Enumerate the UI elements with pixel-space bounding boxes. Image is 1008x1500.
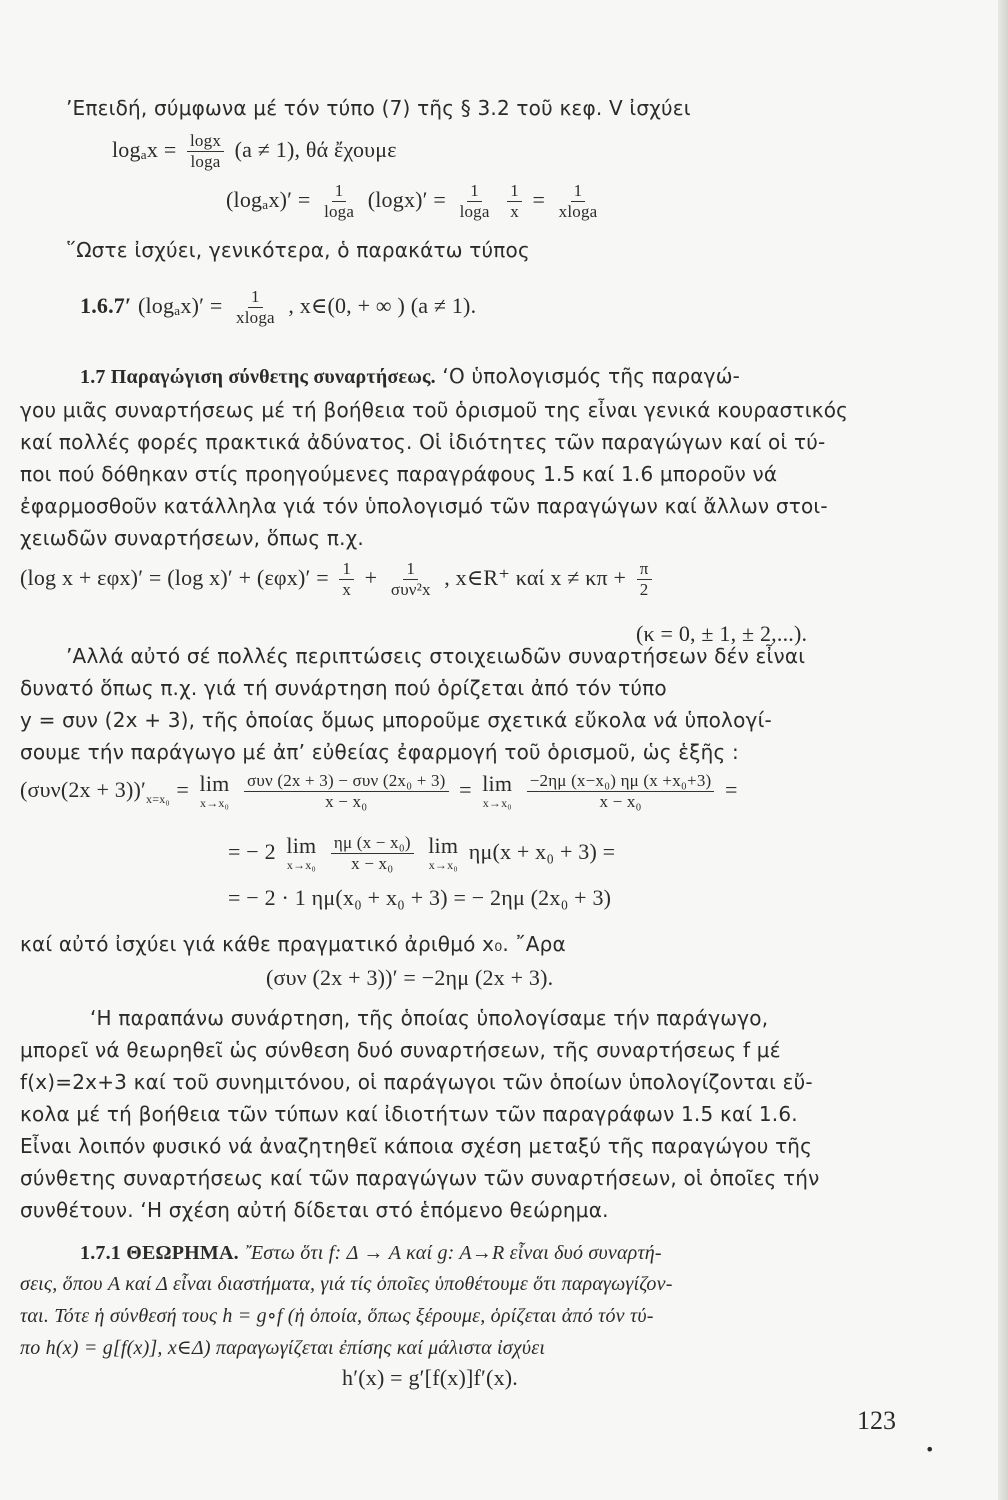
f5-lim2-word: lim bbox=[482, 771, 513, 796]
f1-num: logx bbox=[187, 132, 224, 152]
theorem-line-1 bbox=[80, 1240, 662, 1265]
p2-line-2: δυνατό ὅπως π.χ. γιά τή συνάρτηση πού ὁρίζεται ἀπό τόν τύπο bbox=[20, 676, 667, 700]
f2-d3: x bbox=[510, 202, 519, 221]
hence-line: ῞Ωστε ἰσχύει, γενικότερα, ὁ παρακάτω τύπος bbox=[66, 238, 530, 262]
formula-log-tan bbox=[20, 560, 656, 599]
f2-frac4 bbox=[556, 182, 601, 221]
f3-num: 1 bbox=[248, 288, 263, 308]
f4-plus: + bbox=[364, 565, 378, 590]
f2-n1: 1 bbox=[332, 182, 347, 202]
f4-rest: , x∈R⁺ καί x ≠ κπ + bbox=[444, 565, 627, 590]
f6-rest: ημ(x + x₀ + 3) = bbox=[468, 839, 616, 864]
f2-n4: 1 bbox=[571, 182, 586, 202]
section-title: 1.7 Παραγώγιση σύνθετης συναρτήσεως. bbox=[80, 366, 436, 388]
f1-lhs: logₐx = bbox=[112, 137, 177, 162]
page-edge bbox=[998, 0, 1008, 1500]
p1-line-1: γου μιᾶς συναρτήσεως μέ τή βοήθεια τοῦ ὁρισμοῦ της εἶναι γενικά κουραστικός bbox=[20, 398, 849, 422]
f5-lim bbox=[200, 772, 230, 810]
f1-den: loga bbox=[190, 152, 221, 171]
f5-d1: x − x₀ bbox=[325, 792, 368, 811]
formula-1-6-7 bbox=[80, 288, 476, 327]
formula-cos-derivative-2 bbox=[228, 834, 615, 873]
f5-lim-word: lim bbox=[199, 771, 230, 796]
formula-log-change-base bbox=[112, 132, 397, 171]
f3-rest: , x∈(0, + ∞ ) (a ≠ 1). bbox=[288, 293, 477, 318]
f2-d4: xloga bbox=[558, 202, 598, 221]
f2-d1: loga bbox=[324, 202, 355, 221]
f4-n3: π bbox=[637, 560, 652, 580]
f4-d3: 2 bbox=[639, 580, 649, 599]
f6-n: ημ (x − x₀) bbox=[331, 834, 414, 854]
theorem-formula: h′(x) = g′[f(x)]f′(x). bbox=[342, 1365, 519, 1390]
f5-sub: x=x₀ bbox=[146, 792, 170, 806]
theorem-line-4: πο h(x) = g[f(x)], x∈Δ) παραγωγίζεται ἐπίσης καί μάλιστα ἰσχύει bbox=[20, 1337, 546, 1359]
formula-log-derivative bbox=[226, 182, 604, 221]
section-1-7-heading bbox=[80, 364, 740, 389]
f4-frac3 bbox=[637, 560, 652, 599]
f6-d: x − x₀ bbox=[351, 854, 394, 873]
f1-rest: (a ≠ 1), θά ἔχουμε bbox=[234, 137, 397, 162]
f4-frac2 bbox=[388, 560, 434, 599]
f4-n1: 1 bbox=[339, 560, 354, 580]
f5-eq2: = bbox=[459, 777, 472, 802]
f6-lim-sub: x→x₀ bbox=[286, 858, 316, 872]
f6-lim2 bbox=[428, 834, 458, 872]
f6-frac bbox=[331, 834, 414, 873]
f2-mid: (logx)′ = bbox=[367, 187, 446, 212]
f5-lim2 bbox=[482, 772, 512, 810]
f2-d2: loga bbox=[459, 202, 490, 221]
p1-line-3: ποι πού δόθηκαν στίς προηγούμενες παραγράφους 1.5 καί 1.6 μποροῦν νά bbox=[20, 462, 778, 486]
section-first-line: ‘Ο ὑπολογισμός τῆς παραγώ- bbox=[435, 364, 741, 388]
p1-line-4: ἐφαρμοσθοῦν κατάλληλα γιά τόν ὑπολογισμό τῶν παραγώγων καί ἄλλων στοι- bbox=[20, 494, 828, 518]
p3-line-3: f(x)=2x+3 καί τοῦ συνημιτόνου, οἱ παράγωγοι τῶν ὁποίων ὑπολογίζονται εὔ- bbox=[20, 1070, 813, 1094]
theorem-text-1: ῎Εστω ὅτι f: Δ → A καί g: A→R εἶναι δυό συναρτή- bbox=[238, 1242, 662, 1264]
theorem-line-2: σεις, ὅπου A καί Δ εἶναι διαστήματα, γιά τίς ὁποῖες ὑποθέτουμε ὅτι παραγωγίζον- bbox=[20, 1273, 673, 1295]
f5-eq1: = bbox=[176, 777, 189, 802]
f5-lim2-sub: x→x₀ bbox=[482, 796, 512, 810]
p2-line-3: y = συν (2x + 3), τῆς ὁποίας ὅμως μποροῦμε σχετικά εὔκολα νά ὑπολογί- bbox=[20, 708, 772, 732]
p3-line-4: κολα μέ τή βοήθεια τῶν τύπων καί ἰδιοτήτων τῶν παραγράφων 1.5 καί 1.6. bbox=[20, 1102, 798, 1126]
f6-eq: = − 2 bbox=[228, 839, 276, 864]
f2-lhs: (logₐx)′ = bbox=[226, 187, 311, 212]
formula-cos-result: (συν (2x + 3))′ = −2ημ (2x + 3). bbox=[266, 965, 554, 990]
page-number: 123 bbox=[857, 1406, 896, 1435]
f5-d2: x − x₀ bbox=[599, 792, 642, 811]
p2-line-4: σουμε τήν παράγωγο μέ ἀπ’ εὐθείας ἐφαρμογή τοῦ ὁρισμοῦ, ὡς ἑξῆς : bbox=[20, 740, 739, 764]
f5-eq3: = bbox=[724, 777, 738, 802]
corner-mark: • bbox=[925, 1440, 935, 1459]
f6-lim bbox=[286, 834, 316, 872]
f2-frac3 bbox=[507, 182, 522, 221]
f6-lim-word: lim bbox=[286, 833, 317, 858]
p2-line-1: ’Αλλά αὐτό σέ πολλές περιπτώσεις στοιχειωδῶν συναρτήσεων δέν εἶναι bbox=[66, 644, 806, 668]
f6-lim2-word: lim bbox=[428, 833, 459, 858]
p3-line-7: συνθέτουν. ‘Η σχέση αὐτή δίδεται στό ἑπόμενο θεώρημα. bbox=[20, 1198, 609, 1222]
f3-frac bbox=[233, 288, 278, 327]
p3-line-2: μπορεῖ νά θεωρηθεῖ ὡς σύνθεση δυό συναρτήσεων, τῆς συναρτήσεως f μέ bbox=[20, 1038, 781, 1062]
p3-line-5: Εἶναι λοιπόν φυσικό νά ἀναζητηθεῖ κάποια σχέση μεταξύ τῆς παραγώγου τῆς bbox=[20, 1134, 813, 1158]
theorem-heading: 1.7.1 ΘΕΩΡΗΜΑ. bbox=[80, 1242, 239, 1264]
f1-fraction bbox=[187, 132, 224, 171]
f5-lhs: (συν(2x + 3))′ bbox=[20, 777, 147, 802]
f5-frac2 bbox=[527, 772, 715, 811]
f6-lim2-sub: x→x₀ bbox=[428, 858, 458, 872]
theorem-line-3: ται. Τότε ἡ σύνθεσή τους h = g∘f (ἡ ὁποία, ὅπως ξέρουμε, ὁρίζεται ἀπό τόν τύ- bbox=[20, 1305, 654, 1327]
f4-n2: 1 bbox=[403, 560, 418, 580]
f2-n2: 1 bbox=[467, 182, 482, 202]
intro-line: ’Επειδή, σύμφωνα μέ τόν τύπο (7) τῆς § 3.2 τοῦ κεφ. V ἰσχύει bbox=[66, 96, 691, 120]
f2-n3: 1 bbox=[507, 182, 522, 202]
f5-n2: −2ημ (x−x₀) ημ (x +x₀+3) bbox=[527, 772, 715, 792]
formula-kappa-values: (κ = 0, ± 1, ± 2,...). bbox=[636, 621, 808, 646]
p1-line-5: χειωδῶν συναρτήσεων, ὅπως π.χ. bbox=[20, 526, 364, 550]
f4-d2: συν²x bbox=[390, 580, 431, 599]
f2-frac1 bbox=[321, 182, 357, 221]
f4-lhs: (log x + εφx)′ = (log x)′ + (εφx)′ = bbox=[20, 565, 329, 590]
f2-eq: = bbox=[532, 187, 546, 212]
f4-frac1 bbox=[339, 560, 354, 599]
f2-frac2 bbox=[457, 182, 493, 221]
formula-cos-derivative-1 bbox=[20, 772, 738, 811]
p1-line-2: καί πολλές φορές πρακτικά ἀδύνατος. Οἱ ἰδιότητες τῶν παραγώγων καί οἱ τύ- bbox=[20, 430, 826, 454]
for-every-line: καί αὐτό ἰσχύει γιά κάθε πραγματικό ἀριθμό x₀. ῎Αρα bbox=[20, 932, 566, 956]
p3-line-6: σύνθετης συναρτήσεως καί τῶν παραγώγων τῶν συναρτήσεων, οἱ ὁποῖες τήν bbox=[20, 1166, 820, 1190]
f5-lim-sub: x→x₀ bbox=[200, 796, 229, 810]
f5-n1: συν (2x + 3) − συν (2x₀ + 3) bbox=[244, 772, 448, 792]
f4-d1: x bbox=[342, 580, 352, 599]
formula-cos-derivative-3: = − 2 · 1 ημ(x₀ + x₀ + 3) = − 2ημ (2x₀ + 3) bbox=[228, 885, 612, 910]
f5-frac1 bbox=[244, 772, 448, 811]
f3-lhs: (logₐx)′ = bbox=[137, 293, 223, 318]
f3-label: 1.6.7′ bbox=[80, 293, 132, 318]
f3-den: xloga bbox=[236, 308, 275, 327]
p3-line-1: ‘Η παραπάνω συνάρτηση, τῆς ὁποίας ὑπολογίσαμε τήν παράγωγο, bbox=[90, 1006, 769, 1030]
